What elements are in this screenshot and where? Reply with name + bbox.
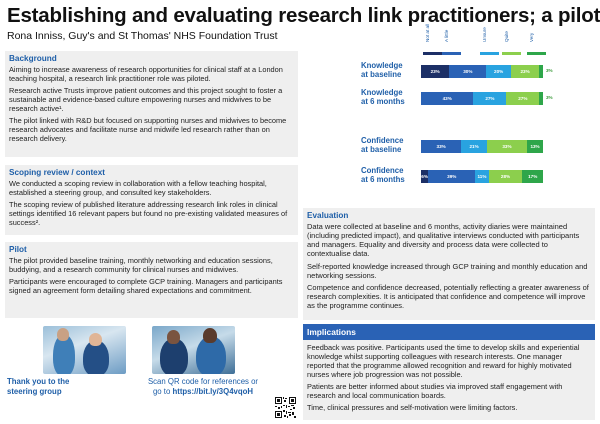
background-heading: Background	[9, 54, 57, 63]
chart-bar	[421, 140, 543, 153]
chart-bar-segment: 23%	[421, 65, 449, 78]
background-paragraph-3: The pilot linked with R&D but focused on supporting nurses and midwives to become research advocates and facilitate nurse and midwife led research rather than on research delivery.	[9, 116, 287, 144]
chart-bar-segment: 11%	[475, 170, 488, 183]
pilot-section	[5, 242, 298, 318]
chart-bar	[421, 92, 543, 105]
chart-bar-segment: 39%	[428, 170, 475, 183]
chart-bar-segment: 6%	[421, 170, 428, 183]
chart-bar-segment	[539, 92, 543, 105]
qr-caption-prefix: go to	[152, 386, 173, 396]
legend-label-1: A little	[444, 29, 449, 42]
scoping-paragraph-2: The scoping review of published literature addressing research link roles in clinical settings identified 16 relevant papers but found no pre-existing validated measures of success².	[9, 200, 288, 228]
pilot-heading: Pilot	[9, 245, 27, 254]
implications-paragraph-2: Patients are better informed about studies via improved staff engagement with research and local communication boards.	[307, 382, 563, 401]
legend-swatch-1	[442, 52, 461, 55]
evaluation-heading: Evaluation	[307, 211, 349, 220]
chart-bar-segment: 33%	[487, 140, 527, 153]
implications-heading: Implications	[303, 324, 595, 340]
evaluation-section	[303, 208, 595, 320]
chart-data-label: 3%	[546, 68, 553, 73]
chart-bar-segment: 17%	[522, 170, 543, 183]
chart-bar-segment: 21%	[461, 140, 487, 153]
thanks-line-2: steering group	[7, 386, 62, 396]
background-paragraph-1: Aiming to increase awareness of research opportunities for clinical staff at a London teaching hospital, a research link practitioner role was piloted.	[9, 65, 283, 84]
chart-bar-segment: 27%	[473, 92, 506, 105]
references-link[interactable]: https://bit.ly/3Q4vqoH	[172, 386, 254, 396]
chart-bar-segment: 23%	[511, 65, 539, 78]
scoping-paragraph-1: We conducted a scoping review in collaboration with a fellow teaching hospital, established a steering group, and consulted key stakeholders.	[9, 179, 267, 198]
chart-bar-segment: 20%	[486, 65, 511, 78]
legend-label-2: Unsure	[482, 27, 487, 42]
chart-bar-segment: 43%	[421, 92, 473, 105]
chart-bar-segment: 33%	[421, 140, 461, 153]
chart-bar	[421, 65, 543, 78]
chart-row-label: Knowledge at baseline	[361, 61, 403, 80]
chart-bar-segment: 27%	[506, 92, 539, 105]
scoping-section	[5, 165, 298, 235]
evaluation-paragraph-2: Self-reported knowledge increased through GCP training and monthly education and networking sessions.	[307, 261, 588, 280]
pilot-paragraph-1: The pilot provided baseline training, monthly networking and education sessions, buddying, and a research community for clinical nurses and midwives.	[9, 256, 273, 275]
legend-swatch-2	[480, 52, 499, 55]
qr-code-icon[interactable]	[275, 397, 296, 418]
chart-data-label: 3%	[546, 95, 553, 100]
legend-label-0: Not at all	[425, 23, 430, 42]
pilot-paragraph-2: Participants were encouraged to complete GCP training. Managers and participants signed an agreement form detailing shared expectations and commitment.	[9, 277, 283, 296]
chart-row-label: Confidence at baseline	[361, 136, 404, 155]
legend-label-3: Quite	[504, 31, 509, 42]
thanks-text	[7, 377, 69, 396]
legend-swatch-3	[502, 52, 521, 55]
qr-caption	[136, 377, 270, 396]
evaluation-paragraph-3: Competence and confidence decreased, potentially reflecting a greater awareness of research complexities. It is anticipated that confidence and competence will improve as the programme continues.	[307, 282, 589, 311]
legend-label-4: Very	[529, 32, 534, 42]
chart-row-label: Knowledge at 6 months	[361, 88, 405, 107]
background-section	[5, 51, 298, 157]
chart-bar-segment: 28%	[489, 170, 523, 183]
chart-row-label: Confidence at 6 months	[361, 166, 405, 185]
poster-subtitle: Rona Inniss, Guy's and St Thomas' NHS Foundation Trust	[7, 30, 278, 42]
thanks-line-1: Thank you to the	[7, 377, 70, 386]
implications-paragraph-3: Time, clinical pressures and self-motivation were limiting factors.	[307, 403, 518, 413]
legend-swatch-4	[527, 52, 546, 55]
scoping-heading: Scoping review / context	[9, 168, 105, 177]
qr-caption-line-1: Scan QR code for references or	[147, 377, 259, 386]
legend-swatch-0	[423, 52, 442, 55]
implications-paragraph-1: Feedback was positive. Participants used the time to develop skills and experiential knowledge whilst supporting colleagues with research interests. One manager reported that the programme allowed recognition and reward for highly motivated nurses where job progression was not possible.	[307, 343, 580, 380]
clinical-staff-photo	[152, 326, 235, 374]
nurses-photo	[43, 326, 126, 374]
implications-section	[303, 324, 595, 420]
chart-bar-segment: 30%	[449, 65, 486, 78]
evaluation-paragraph-1: Data were collected at baseline and 6 months, activity diaries were maintained (including predicted impact), and qualitative interviews conducted with participants and managers. Equality and diversity and process data were collected to contextualise data.	[307, 222, 580, 259]
chart-bar-segment: 13%	[527, 140, 543, 153]
chart-bar-segment	[539, 65, 543, 78]
poster-title: Establishing and evaluating research link practitioners; a pilot	[7, 4, 600, 27]
background-paragraph-2: Research active Trusts improve patient outcomes and this project sought to foster a sustainable and evidence-based culture empowering nurses and midwives to be research active¹.	[9, 86, 283, 114]
chart-bar	[421, 170, 543, 183]
